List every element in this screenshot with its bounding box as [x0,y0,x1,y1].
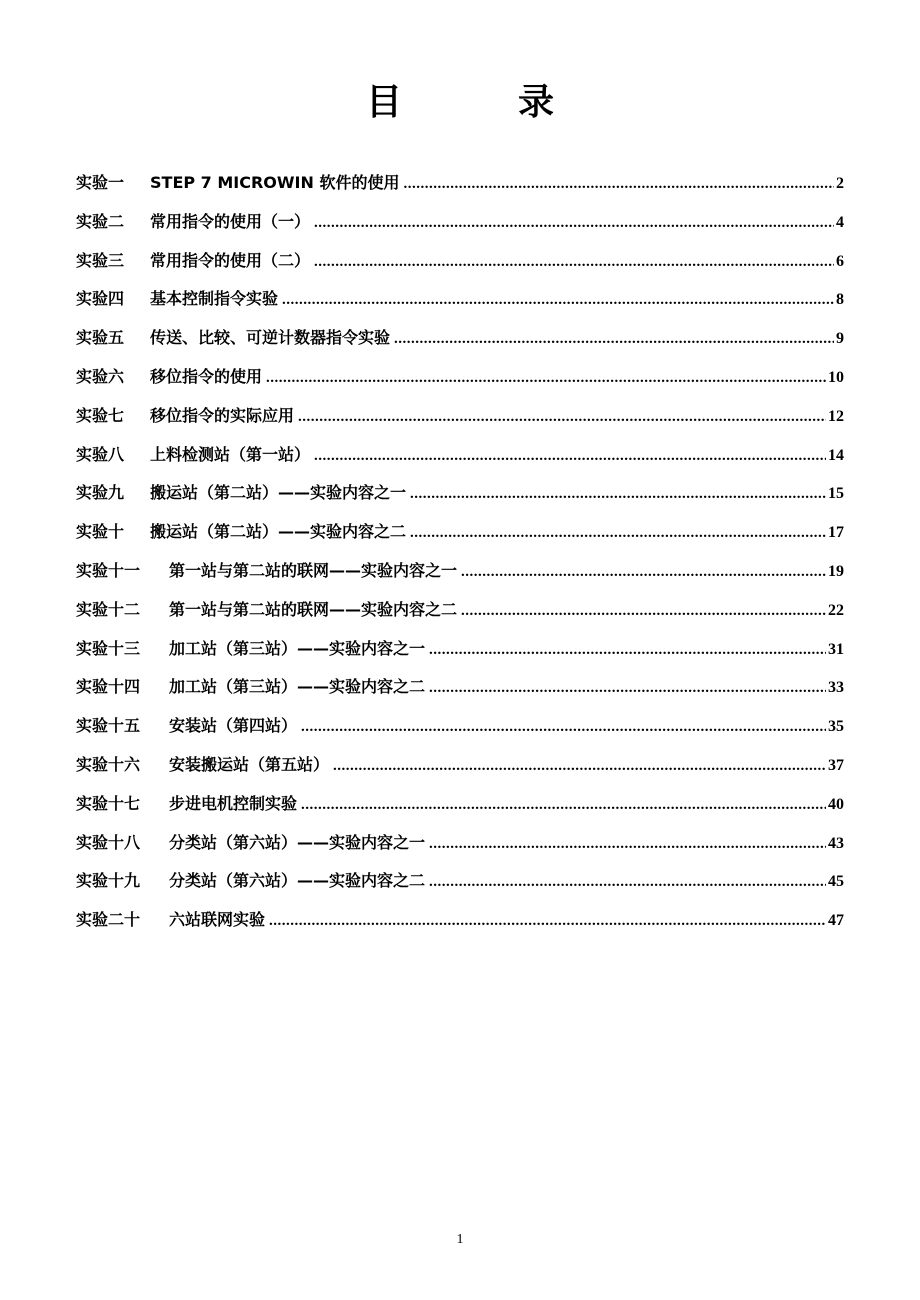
toc-entry-title: 六站联网实验 [169,910,266,930]
toc-entry-page: 45 [828,873,844,891]
toc-entry-title: STEP 7 MICROWIN 软件的使用 [150,173,400,192]
toc-entry-page: 17 [828,524,844,542]
toc-entry-page: 8 [836,291,844,309]
toc-entry-title: 移位指令的使用 [150,366,263,386]
toc-entry-title: 第一站与第二站的联网——实验内容之二 [169,599,458,619]
toc-leader-dots [461,557,826,587]
toc-entry-page: 10 [828,368,844,386]
toc-entry-title: 分类站（第六站）——实验内容之一 [169,832,426,852]
toc-entry-page: 12 [828,407,844,425]
toc-entry[interactable] [76,556,844,595]
toc-entry-number: 实验六 [76,366,125,386]
toc-entry-title: 基本控制指令实验 [150,289,279,309]
toc-entry[interactable] [76,634,844,673]
toc-entry-title: 传送、比较、可逆计数器指令实验 [150,328,391,348]
toc-leader-dots [403,169,834,199]
toc-entry[interactable] [76,246,844,285]
toc-leader-dots [314,247,834,277]
toc-leader-dots [269,906,826,936]
toc-leader-dots [461,596,826,626]
toc-leader-dots [429,635,826,665]
toc-entry-page: 4 [836,213,844,231]
toc-leader-dots [314,208,834,238]
toc-leader-dots [429,829,826,859]
toc-entry-page: 19 [828,562,844,580]
toc-entry-number: 实验十一 [76,560,141,580]
toc-entry-page: 2 [836,175,844,192]
toc-entry-number: 实验十九 [76,871,141,891]
toc-entry[interactable] [76,672,844,711]
toc-entry-title: 加工站（第三站）——实验内容之二 [169,677,426,697]
toc-entry[interactable] [76,789,844,828]
toc-entry-page: 14 [828,446,844,464]
toc-entry-number: 实验三 [76,250,125,270]
toc-leader-dots [298,402,826,432]
toc-leader-dots [429,867,826,897]
toc-entry-title: 加工站（第三站）——实验内容之一 [169,638,426,658]
toc-entry-title: 常用指令的使用（一） [150,211,311,231]
toc-leader-dots [282,285,834,315]
toc-entry-number: 实验七 [76,405,125,425]
toc-entry-page: 35 [828,718,844,736]
toc-entry-title: 搬运站（第二站）——实验内容之一 [150,483,407,503]
toc-leader-dots [394,324,834,354]
toc-entry-number: 实验十八 [76,832,141,852]
toc-entry-page: 47 [828,912,844,930]
toc-entry-number: 实验九 [76,483,125,503]
toc-leader-dots [301,790,826,820]
toc-entry-page: 6 [836,252,844,270]
toc-entry[interactable] [76,478,844,517]
toc-entry-number: 实验二十 [76,910,141,930]
toc-entry-title: 步进电机控制实验 [169,793,298,813]
toc-leader-dots [333,751,826,781]
toc-leader-dots [410,518,826,548]
page-title: 目 录 [365,82,594,123]
toc-entry[interactable] [76,595,844,634]
toc-leader-dots [314,441,826,471]
toc-entry[interactable] [76,517,844,556]
toc-entry-page: 33 [828,679,844,697]
toc-entry-number: 实验八 [76,444,125,464]
toc-entry[interactable] [76,362,844,401]
toc-entry-number: 实验十七 [76,793,141,813]
toc-entry-number: 实验十四 [76,677,141,697]
toc-entry-title: 常用指令的使用（二） [150,250,311,270]
page-number: 1 [456,1232,464,1247]
toc-entry-number: 实验十五 [76,716,141,736]
toc-entry[interactable] [76,866,844,905]
toc-entry[interactable] [76,750,844,789]
table-of-contents [76,168,844,944]
toc-entry-page: 40 [828,795,844,813]
toc-entry[interactable] [76,284,844,323]
toc-entry-title: 搬运站（第二站）——实验内容之二 [150,522,407,542]
toc-leader-dots [410,479,826,509]
toc-entry[interactable] [76,323,844,362]
toc-entry-number: 实验一 [76,173,125,192]
toc-entry-number: 实验十三 [76,638,141,658]
toc-entry-title: 移位指令的实际应用 [150,405,295,425]
toc-entry-number: 实验二 [76,211,125,231]
toc-entry[interactable] [76,828,844,867]
toc-entry[interactable] [76,401,844,440]
toc-entry-page: 37 [828,756,844,774]
toc-entry-number: 实验四 [76,289,125,309]
toc-entry-title: 第一站与第二站的联网——实验内容之一 [169,560,458,580]
toc-entry-page: 15 [828,485,844,503]
toc-entry-number: 实验十二 [76,599,141,619]
toc-entry-number: 实验十 [76,522,125,542]
toc-leader-dots [301,712,826,742]
toc-entry-page: 9 [836,330,844,348]
toc-entry[interactable] [76,905,844,944]
toc-leader-dots [266,363,826,393]
toc-entry-number: 实验五 [76,328,125,348]
toc-entry-number: 实验十六 [76,754,141,774]
toc-entry-page: 22 [828,601,844,619]
toc-entry-title: 分类站（第六站）——实验内容之二 [169,871,426,891]
toc-entry-page: 43 [828,834,844,852]
toc-entry-title: 安装站（第四站） [169,716,298,736]
toc-entry-title: 安装搬运站（第五站） [169,754,330,774]
toc-entry[interactable] [76,168,844,207]
toc-leader-dots [429,673,826,703]
toc-entry[interactable] [76,440,844,479]
toc-entry[interactable] [76,711,844,750]
toc-entry-page: 31 [828,640,844,658]
toc-entry[interactable] [76,207,844,246]
toc-entry-title: 上料检测站（第一站） [150,444,311,464]
